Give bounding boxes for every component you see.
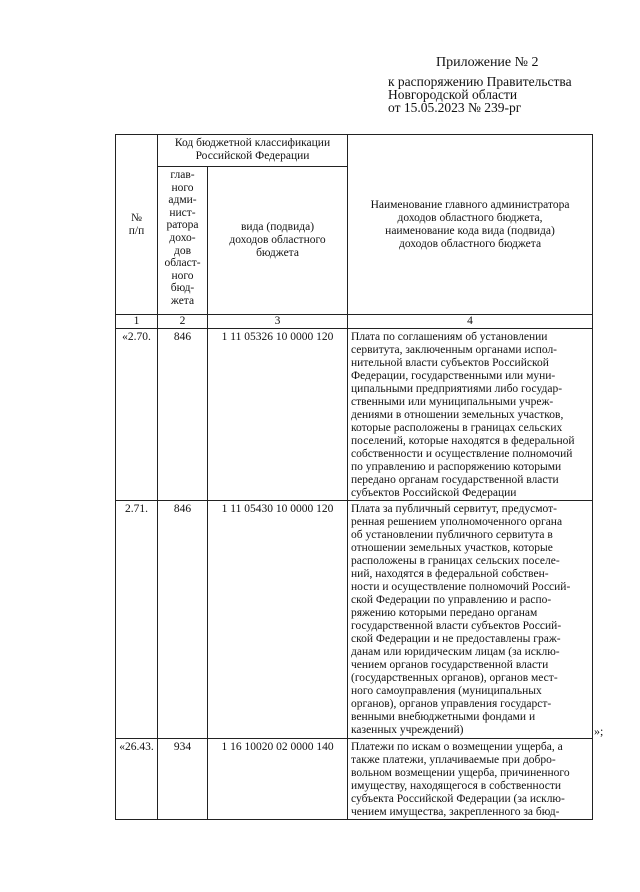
row-description-text: [351, 331, 590, 500]
text-line: субъектов Российской Федерации: [351, 487, 517, 499]
closing-quote-mark: »;: [594, 724, 604, 738]
order-line-2: Новгородской области: [388, 87, 518, 102]
row-description: [348, 739, 593, 820]
text-line: чением органов государственной власти: [351, 659, 549, 671]
text-line: венными внебюджетными фондами и: [351, 711, 536, 723]
text-line: расположены в границах сельских поселе-: [351, 555, 560, 567]
text-line: ного: [171, 269, 194, 282]
row-number: «2.70.: [116, 329, 158, 501]
text-line: ственными или муниципальными учреж-: [351, 396, 554, 408]
text-line: нительной власти субъектов Российской: [351, 357, 549, 369]
text-line: которые расположены в границах сельских: [351, 422, 563, 434]
budget-classification-table: [115, 134, 593, 820]
text-line: Плата за публичный сервитут, предусмот-: [351, 503, 557, 515]
text-line: субъекта Российской Федерации (за исклю-: [351, 793, 565, 805]
text-line: по управлению и распоряжению которыми: [351, 461, 562, 473]
text-line: нист-: [169, 206, 196, 219]
header-admin-text: [158, 167, 207, 308]
text-line: вида (подвида): [240, 221, 315, 233]
text-line: Платежи по искам о возмещении ущерба, а: [351, 741, 563, 753]
text-line: ской Федерации и не предоставлены граж-: [351, 633, 561, 645]
text-line: имуществу, находящегося в собственности: [351, 780, 562, 792]
column-number-4: 4: [348, 315, 593, 329]
column-number-2: 2: [158, 315, 208, 329]
text-line: дохо-: [169, 231, 196, 244]
text-line: поселений, которые находятся в федеральной: [351, 435, 575, 447]
text-line: ратора: [166, 219, 199, 232]
row-description: [348, 501, 593, 739]
row-type-code: 1 16 10020 02 0000 140: [208, 739, 348, 820]
text-line: дов: [173, 244, 192, 257]
row-admin-code: 846: [158, 329, 208, 501]
header-budget-code-group: [158, 135, 348, 167]
text-line: Российской Федерации: [195, 150, 310, 162]
text-line: собственности и осуществление полномочий: [351, 448, 573, 460]
text-line: ности и осуществление полномочий Россий-: [351, 581, 571, 593]
header-type-text: [208, 221, 347, 260]
text-line: отношении земельных участков, которые: [351, 542, 553, 554]
row-type-code: 1 11 05326 10 0000 120: [208, 329, 348, 501]
text-line: ний, находятся в федеральной собствен-: [351, 568, 549, 580]
text-line: органов), органов управления государст-: [351, 698, 552, 710]
text-line: ской Федерации по управлению и распо-: [351, 594, 552, 606]
text-line: №: [131, 211, 142, 224]
text-line: област-: [164, 257, 201, 270]
text-line: наименование кода вида (подвида): [385, 224, 555, 237]
text-line: об установлении публичного сервитута в: [351, 529, 553, 541]
table-row: [116, 501, 593, 739]
row-admin-code: 934: [158, 739, 208, 820]
text-line: п/п: [128, 224, 145, 237]
row-number: «26.43.: [116, 739, 158, 820]
text-line: чением имущества, закрепленного за бюд-: [351, 806, 560, 818]
header-number-cell: [116, 135, 158, 315]
text-line: глав-: [170, 169, 195, 181]
row-number: 2.71.: [116, 501, 158, 739]
column-numbering-row: [116, 315, 593, 329]
text-line: ряжению которыми передано органам: [351, 607, 538, 619]
row-type-code: 1 11 05430 10 0000 120: [208, 501, 348, 739]
text-line: ренная решением уполномоченного органа: [351, 516, 563, 528]
header-admin-cell: [158, 167, 208, 315]
row-description: [348, 329, 593, 501]
row-description-text: [351, 741, 590, 819]
text-line: дениями в отношении земельных участков,: [351, 409, 564, 421]
header-name-cell: [348, 135, 593, 315]
appendix-title: Приложение № 2: [436, 55, 539, 70]
text-line: Плата по соглашениям об установлении: [351, 331, 548, 343]
text-line: адми-: [168, 194, 197, 207]
row-description-text: [351, 503, 590, 737]
text-line: ного самоуправления (муниципальных: [351, 685, 542, 697]
text-line: жета: [170, 294, 195, 307]
header-name-text: [348, 199, 592, 251]
text-line: бюд-: [170, 282, 195, 295]
text-line: доходов областного бюджета: [398, 237, 542, 250]
text-line: государственной власти субъектов Россий-: [351, 620, 562, 632]
text-line: доходов областного бюджета,: [397, 211, 543, 224]
text-line: Код бюджетной классификации: [174, 137, 331, 149]
header-number-text: [116, 212, 157, 238]
text-line: ного: [171, 181, 194, 194]
text-line: также платежи, уплачиваемые при добро-: [351, 754, 556, 766]
text-line: данам или юридическим лицам (за исклю-: [351, 646, 560, 658]
column-number-1: 1: [116, 315, 158, 329]
text-line: казенных учреждений): [351, 724, 464, 736]
column-number-3: 3: [208, 315, 348, 329]
text-line: (государственных органов), органов мест-: [351, 672, 558, 684]
text-line: вольном возмещении ущерба, причиненного: [351, 767, 570, 779]
text-line: доходов областного: [229, 234, 326, 246]
text-line: Наименование главного администратора: [370, 198, 570, 211]
text-line: ципальными предприятиями либо государ-: [351, 383, 563, 395]
text-line: передано органам государственной власти: [351, 474, 559, 486]
table-header-row-1: [116, 135, 593, 167]
text-line: сервитута, заключенным органами испол-: [351, 344, 558, 356]
text-line: Федерации, государственными или муни-: [351, 370, 556, 382]
order-line-1: к распоряжению Правительства: [388, 74, 572, 89]
header-budget-code-text: [158, 135, 347, 163]
header-type-cell: [208, 167, 348, 315]
text-line: бюджета: [256, 247, 299, 259]
order-line-3: от 15.05.2023 № 239-рг: [388, 100, 522, 115]
table-row: [116, 329, 593, 501]
row-admin-code: 846: [158, 501, 208, 739]
table-row: [116, 739, 593, 820]
